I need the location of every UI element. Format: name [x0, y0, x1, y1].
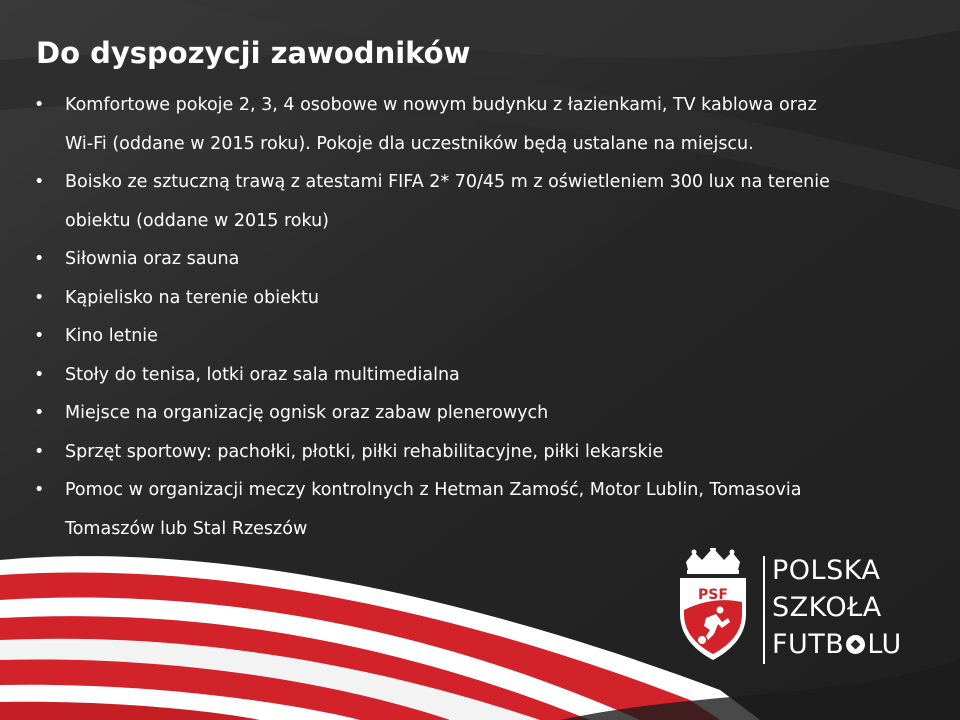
list-item-text-line: Sprzęt sportowy: pachołki, płotki, piłki rehabilitacyjne, piłki lekarskie — [65, 441, 664, 462]
psf-crest-icon — [676, 548, 750, 662]
logo-line-2: SZKOŁA — [772, 592, 882, 623]
bullet-marker: • — [34, 326, 45, 346]
psf-logo — [676, 548, 936, 670]
slide-title: Do dyspozycji zawodników — [36, 36, 471, 70]
bullet-marker: • — [34, 364, 45, 385]
list-item-text-line: Boisko ze sztuczną trawą z atestami FIFA 2* 70/45 m z oświetleniem 300 lux na terenie — [65, 172, 830, 192]
list-item — [34, 240, 944, 279]
bullet-marker: • — [34, 441, 45, 462]
list-item — [34, 356, 944, 395]
logo-line-3-start: FUTB — [772, 629, 845, 660]
list-item-text-line: Stoły do tenisa, lotki oraz sala multimedialna — [65, 364, 460, 385]
bullet-marker: • — [34, 480, 45, 500]
list-item — [34, 163, 944, 240]
logo-wordmark — [772, 552, 902, 663]
list-item-text-line: Tomaszów lub Stal Rzeszów — [65, 518, 308, 539]
list-item — [34, 317, 944, 356]
list-item-text-line: Komfortowe pokoje 2, 3, 4 osobowe w nowym budynku z łazienkami, TV kablowa oraz — [65, 95, 817, 115]
list-item-text-line: Pomoc w organizacji meczy kontrolnych z Hetman Zamość, Motor Lublin, Tomasovia — [65, 480, 802, 500]
bullet-marker: • — [34, 403, 45, 423]
logo-divider — [763, 556, 765, 664]
list-item — [34, 279, 944, 318]
list-item-text-line: Siłownia oraz sauna — [65, 249, 240, 269]
list-item-text-line: Kąpielisko na terenie obiektu — [65, 287, 319, 308]
logo-line-3-end: LU — [867, 629, 902, 660]
list-item — [34, 394, 944, 433]
list-item — [34, 471, 944, 548]
list-item — [34, 86, 944, 163]
list-item — [34, 433, 944, 472]
facilities-list — [34, 86, 944, 548]
list-item-text-line: Kino letnie — [65, 326, 158, 346]
bullet-marker: • — [34, 172, 45, 192]
logo-line-1: POLSKA — [772, 555, 881, 586]
list-item-text-line: obiektu (oddane w 2015 roku) — [65, 210, 329, 231]
logo-line-3 — [772, 626, 902, 663]
football-icon — [846, 635, 865, 654]
bullet-marker: • — [34, 95, 45, 115]
bullet-marker: • — [34, 249, 45, 269]
list-item-text-line: Miejsce na organizację ognisk oraz zabaw plenerowych — [65, 403, 549, 423]
bullet-marker: • — [34, 287, 45, 308]
list-item-text-line: Wi-Fi (oddane w 2015 roku). Pokoje dla uczestników będą ustalane na miejscu. — [65, 133, 754, 154]
crest-text: PSF — [698, 587, 728, 603]
